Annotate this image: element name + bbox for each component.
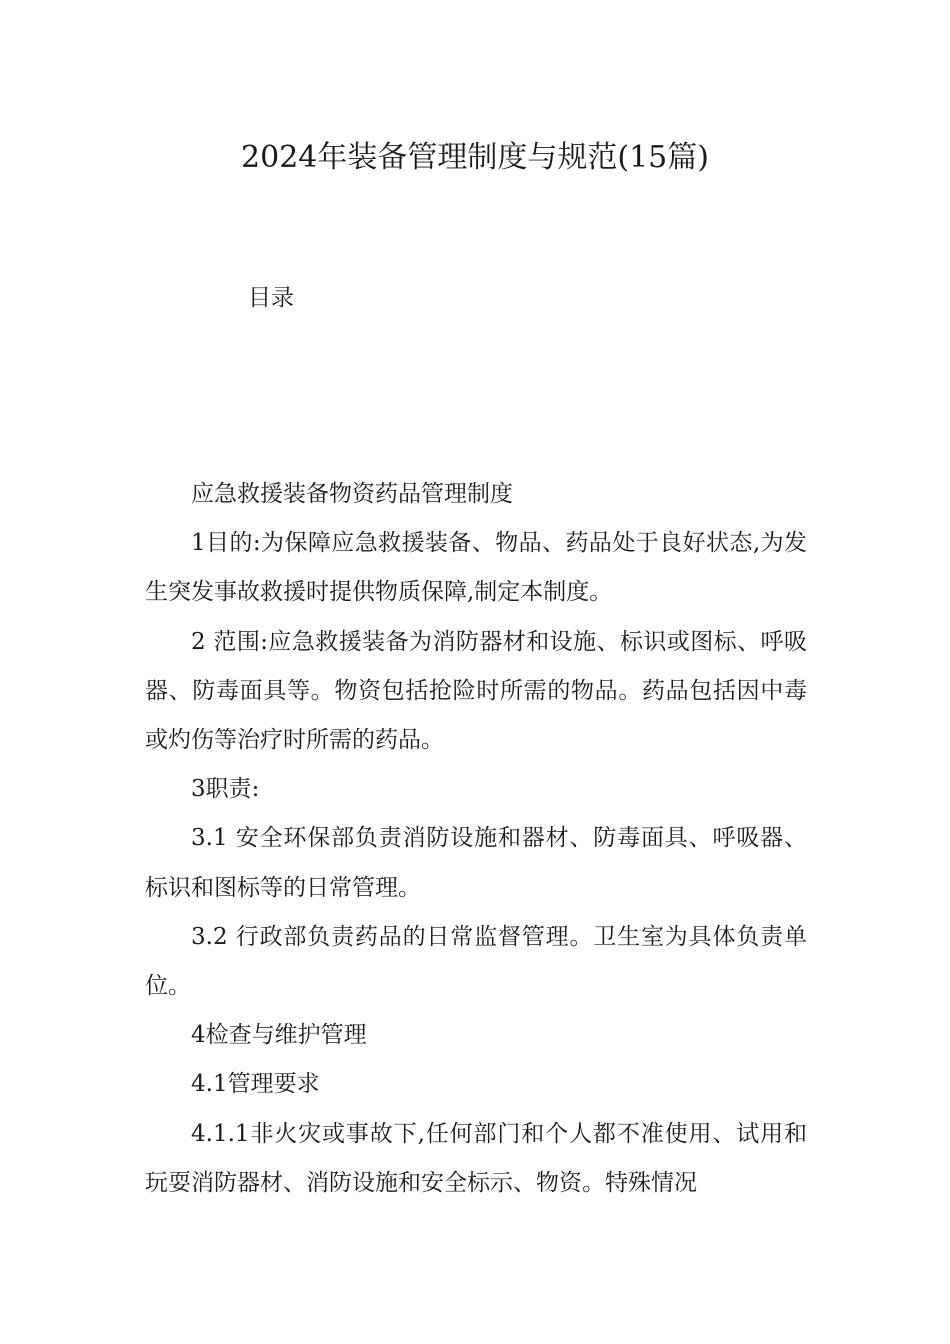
paragraph: 1目的:为保障应急救援装备、物品、药品处于良好状态,为发生突发事故救援时提供物质保障,制定本制度。: [145, 530, 807, 606]
toc-heading: 目录: [248, 285, 294, 311]
paragraph: 3职责:: [191, 776, 260, 803]
paragraph: 3.1 安全环保部负责消防设施和器材、防毒面具、呼吸器、标识和图标等的日常管理。: [145, 825, 807, 901]
section-heading: 应急救援装备物资药品管理制度: [191, 481, 513, 507]
paragraph: 2 范围:应急救援装备为消防器材和设施、标识或图标、呼吸器、防毒面具等。物资包括抢险时所需的物品。药品包括因中毒或灼伤等治疗时所需的药品。: [145, 628, 807, 754]
document-body: [145, 470, 807, 1208]
document-title: 2024年装备管理制度与规范(15篇): [241, 140, 709, 175]
paragraph: 4.1管理要求: [191, 1071, 320, 1098]
paragraph: 3.2 行政部负责药品的日常监督管理。卫生室为具体负责单位。: [145, 923, 807, 1000]
paragraph: 4检查与维护管理: [191, 1022, 367, 1049]
paragraph: 4.1.1非火灾或事故下,任何部门和个人都不准使用、试用和玩耍消防器材、消防设施和安全标示、物资。特殊情况: [145, 1120, 807, 1196]
